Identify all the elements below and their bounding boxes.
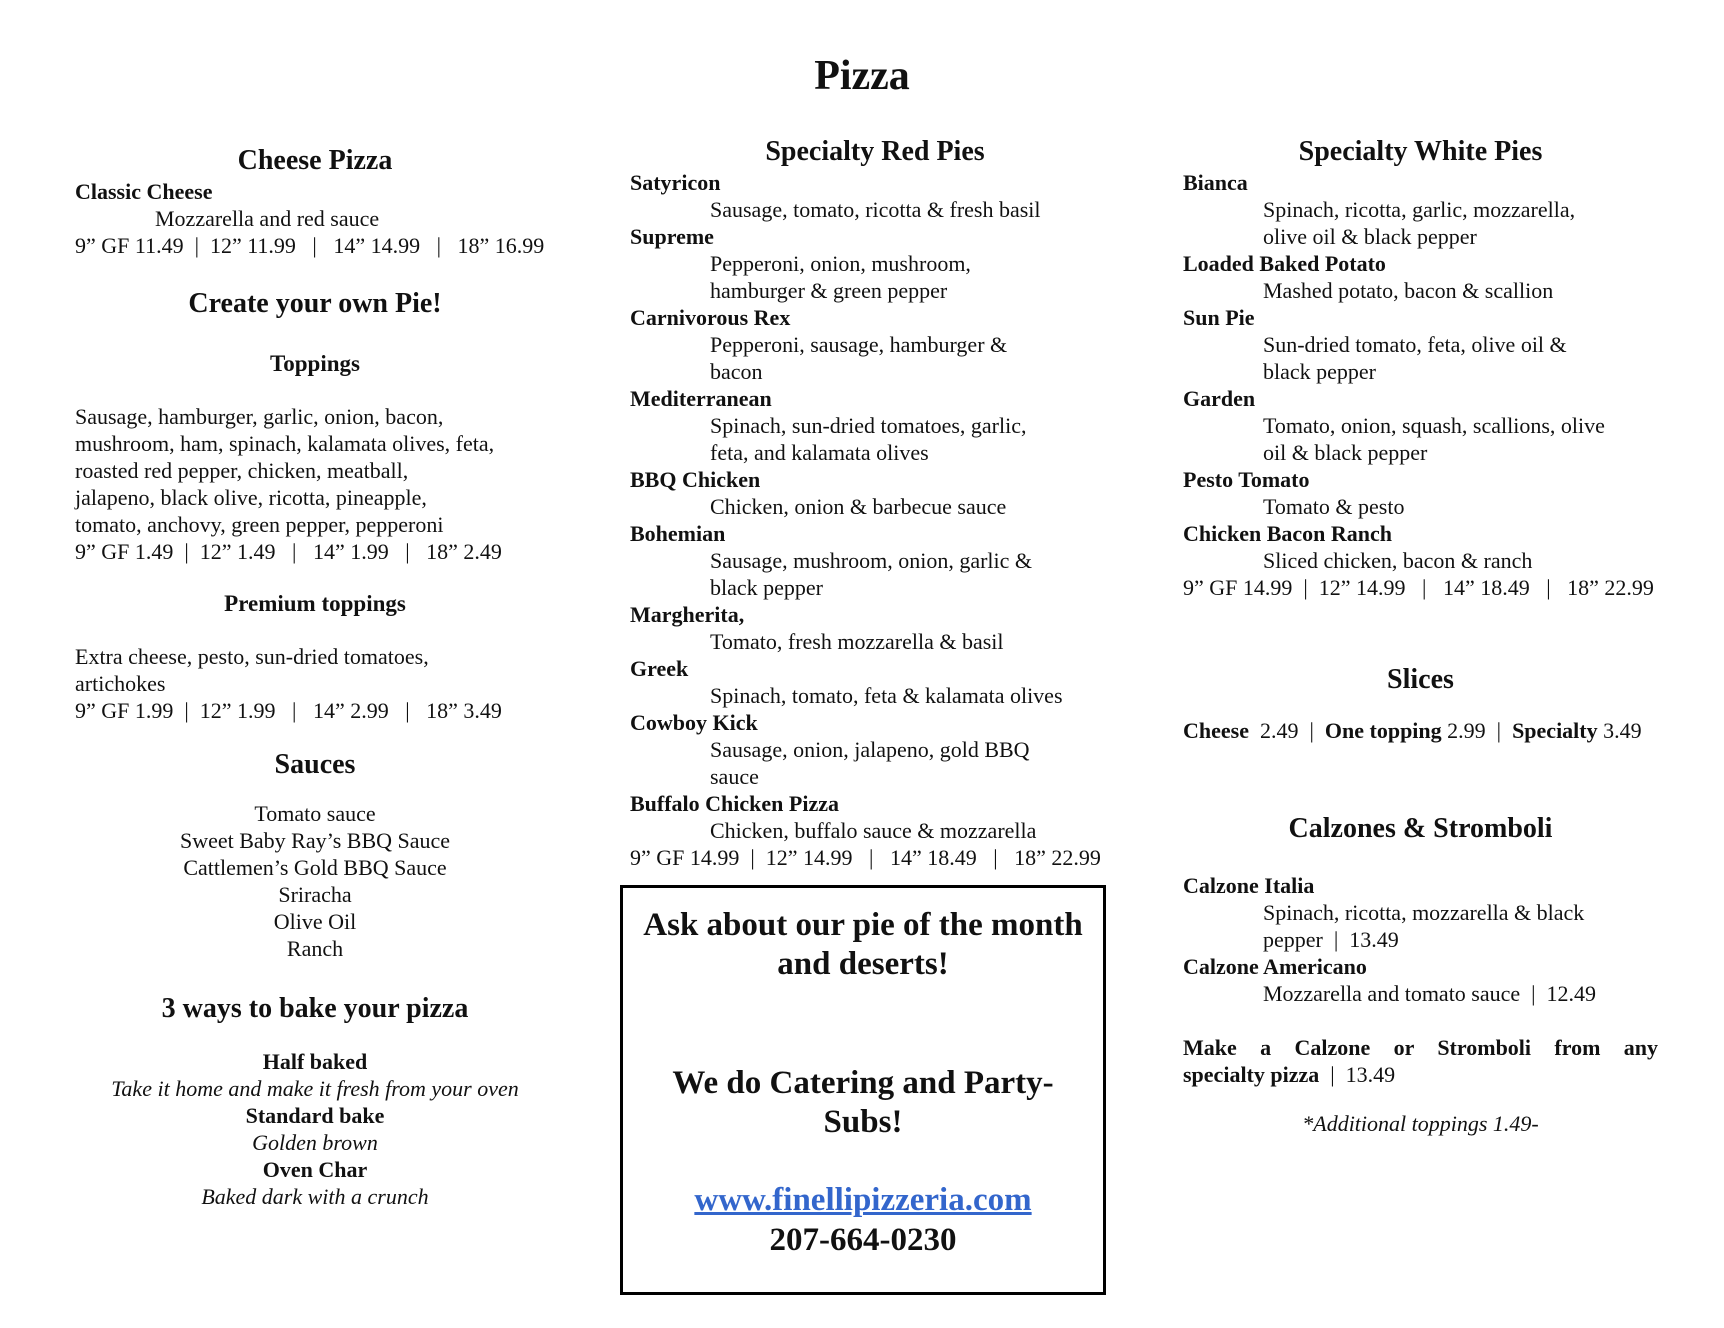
additional-toppings-note: *Additional toppings 1.49- [1302,1111,1539,1136]
bake-desc: Baked dark with a crunch [201,1184,429,1209]
pie-desc: black pepper [710,575,823,600]
bake-name: Half baked [262,1049,368,1074]
pie-name: Mediterranean [630,386,772,411]
pie-name: Pesto Tomato [1183,467,1310,492]
premium-line: artichokes [75,671,166,696]
premium-line: Extra cheese, pesto, sun-dried tomatoes, [75,644,429,669]
promo-box [620,885,1106,1295]
middle-column [630,130,1120,871]
pie-desc: sauce [710,764,759,789]
make-bold: specialty pizza [1183,1062,1320,1087]
catering-line: We do Catering and Party- [672,1065,1054,1101]
pie-desc: Sliced chicken, bacon & ranch [1263,548,1533,573]
pie-name: Garden [1183,386,1256,411]
bake-name: Oven Char [262,1157,368,1182]
make-line: Make a Calzone or Stromboli from any [1183,1035,1658,1060]
pie-desc: Sausage, onion, jalapeno, gold BBQ [710,737,1030,762]
promo-line: Ask about our pie of the month [643,907,1083,943]
left-column [75,130,555,1210]
pie-name: Supreme [630,224,714,249]
website-link[interactable]: www.finellipizzeria.com [694,1182,1032,1218]
pie-name: Sun Pie [1183,305,1255,330]
slice-label: Specialty [1512,718,1598,743]
pie-desc: Spinach, ricotta, garlic, mozzarella, [1263,197,1576,222]
white-pies-prices: 9” GF 14.99 | 12” 14.99 | 14” 18.49 | 18” 22.99 [1183,575,1654,600]
calzone-desc: pepper | 13.49 [1263,927,1399,952]
slice-price: 3.49 [1603,718,1642,743]
sauces-heading: Sauces [274,749,356,780]
classic-cheese-desc: Mozzarella and red sauce [155,206,380,231]
slice-label: One topping [1324,718,1442,743]
bake-desc: Take it home and make it fresh from your oven [111,1076,519,1101]
pie-desc: olive oil & black pepper [1263,224,1477,249]
toppings-prices: 9” GF 1.49 | 12” 1.49 | 14” 1.99 | 18” 2.49 [75,539,502,564]
red-pies-list [630,169,1120,844]
create-heading: Create your own Pie! [188,288,442,319]
sauces-list [75,800,555,962]
pie-desc: Tomato & pesto [1263,494,1405,519]
sauce-item: Tomato sauce [254,801,376,826]
cheese-prices: 9” GF 11.49 | 12” 11.99 | 14” 14.99 | 18” 16.99 [75,233,545,258]
pie-name: Chicken Bacon Ranch [1183,521,1393,546]
bake-heading: 3 ways to bake your pizza [161,993,469,1024]
calzone-desc: Mozzarella and tomato sauce | 12.49 [1263,981,1597,1006]
toppings-line: Sausage, hamburger, garlic, onion, bacon, [75,404,444,429]
pie-name: Margherita, [630,602,745,627]
pie-name: Carnivorous Rex [630,305,791,330]
toppings-line: mushroom, ham, spinach, kalamata olives, feta, [75,431,495,456]
pie-desc: hamburger & green pepper [710,278,948,303]
premium-list [75,643,555,697]
pie-name: Buffalo Chicken Pizza [630,791,839,816]
pie-desc: Mashed potato, bacon & scallion [1263,278,1554,303]
pie-desc: Sun-dried tomato, feta, olive oil & [1263,332,1567,357]
pie-desc: Tomato, onion, squash, scallions, olive [1263,413,1605,438]
sauce-item: Cattlemen’s Gold BBQ Sauce [183,855,447,880]
pie-desc: Spinach, tomato, feta & kalamata olives [710,683,1063,708]
calzone-name: Calzone Italia [1183,873,1315,898]
right-column [1183,130,1658,1137]
pie-name: Bohemian [630,521,726,546]
pie-desc: black pepper [1263,359,1376,384]
pie-desc: Spinach, sun-dried tomatoes, garlic, [710,413,1027,438]
promo-line: and deserts! [777,946,949,982]
pie-desc: Sausage, tomato, ricotta & fresh basil [710,197,1041,222]
pie-name: Satyricon [630,170,721,195]
slice-price: 2.49 [1259,718,1299,743]
calzones-heading: Calzones & Stromboli [1288,813,1553,844]
pie-desc: oil & black pepper [1263,440,1428,465]
sauce-item: Sriracha [278,882,352,907]
pie-name: Cowboy Kick [630,710,758,735]
pie-desc: Tomato, fresh mozzarella & basil [710,629,1004,654]
bake-list [75,1048,555,1210]
page-title: Pizza [814,53,910,99]
premium-prices: 9” GF 1.99 | 12” 1.99 | 14” 2.99 | 18” 3.49 [75,698,502,723]
pie-desc: Chicken, onion & barbecue sauce [710,494,1007,519]
pie-desc: feta, and kalamata olives [710,440,929,465]
pie-name: Bianca [1183,170,1248,195]
white-pies-list [1183,169,1658,574]
toppings-line: roasted red pepper, chicken, meatball, [75,458,409,483]
toppings-line: tomato, anchovy, green pepper, pepperoni [75,512,444,537]
pie-desc: Chicken, buffalo sauce & mozzarella [710,818,1037,843]
red-pies-prices: 9” GF 14.99 | 12” 14.99 | 14” 18.49 | 18” 22.99 [630,845,1101,870]
toppings-heading: Toppings [270,351,360,376]
toppings-line: jalapeno, black olive, ricotta, pineapple, [75,485,427,510]
slices-prices: Cheese 2.49 | One topping 2.99 | Specialty 3.49 [1183,718,1642,743]
catering-line: Subs! [823,1104,903,1140]
calzones-list [1183,872,1658,1007]
slice-label: Cheese [1183,718,1249,743]
pie-desc: Sausage, mushroom, onion, garlic & [710,548,1033,573]
toppings-list [75,403,555,538]
bake-name: Standard bake [245,1103,385,1128]
pie-desc: Pepperoni, onion, mushroom, [710,251,971,276]
slice-price: 2.99 [1447,718,1486,743]
premium-heading: Premium toppings [224,591,406,616]
sauce-item: Olive Oil [273,909,357,934]
make-line [1183,1061,1658,1088]
pie-name: Greek [630,656,689,681]
sauce-item: Sweet Baby Ray’s BBQ Sauce [179,828,451,853]
red-pies-heading: Specialty Red Pies [765,136,985,167]
pie-desc: bacon [710,359,763,384]
classic-cheese-name: Classic Cheese [75,179,213,204]
white-pies-heading: Specialty White Pies [1298,136,1543,167]
bake-desc: Golden brown [252,1130,378,1155]
pie-desc: Pepperoni, sausage, hamburger & [710,332,1008,357]
phone-number: 207-664-0230 [769,1222,957,1258]
pie-name: Loaded Baked Potato [1183,251,1386,276]
make-price: | 13.49 [1319,1062,1396,1087]
calzone-desc: Spinach, ricotta, mozzarella & black [1263,900,1585,925]
sauce-item: Ranch [286,936,344,961]
make-calzone [1183,1034,1658,1088]
calzone-name: Calzone Americano [1183,954,1367,979]
cheese-pizza-heading: Cheese Pizza [237,145,393,176]
pie-name: BBQ Chicken [630,467,761,492]
slices-heading: Slices [1387,664,1454,695]
